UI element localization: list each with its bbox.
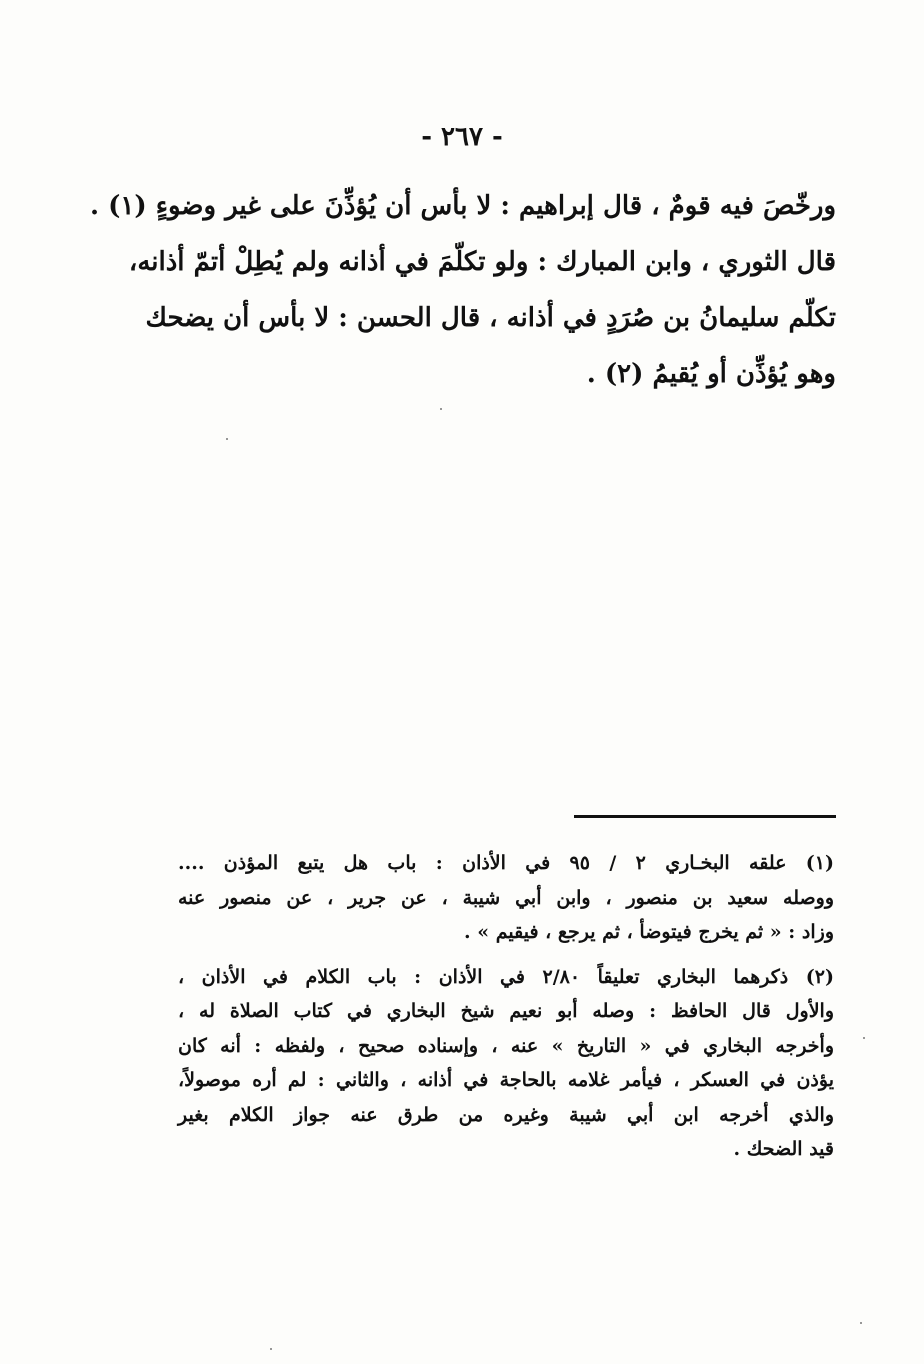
page-number: - ٢٦٧ - bbox=[421, 122, 503, 152]
scan-speck bbox=[226, 438, 228, 440]
footnote-separator bbox=[574, 815, 836, 818]
footnote-line: والذي أخرجه ابن أبي شيبة وغيره من طرق عنه جواز الكلام بغير bbox=[178, 1103, 834, 1126]
footnote-2 bbox=[178, 960, 834, 1167]
footnote-line: وزاد : « ثم يخرج فيتوضأ ، ثم يرجع ، فيقيم » . bbox=[464, 921, 834, 943]
scan-speck bbox=[270, 1348, 272, 1350]
footnote-line: ووصله سعيد بن منصور ، وابن أبي شيبة ، عن جرير ، عن منصور عنه bbox=[178, 886, 834, 909]
footnote-line: (١) علقه البخـاري ٢ / ٩٥ في الأذان : باب هل يتبع المؤذن .... bbox=[178, 852, 835, 874]
footnote-line: قيد الضحك . bbox=[733, 1138, 834, 1160]
scan-speck bbox=[860, 1322, 862, 1324]
main-text-line: قال الثوري ، وابن المبارك : ولو تكلّمَ في أذانه ولم يُطِلْ أتمّ أذانه، bbox=[128, 247, 836, 277]
main-text-line: وهو يُؤذِّن أو يُقيمُ (٢) . bbox=[586, 359, 836, 389]
scan-speck bbox=[440, 408, 442, 410]
main-text bbox=[90, 178, 836, 402]
footnote-line: (٢) ذكرهما البخاري تعليقاً ٢/٨٠ في الأذان : باب الكلام في الأذان ، bbox=[178, 965, 834, 988]
scan-speck bbox=[863, 1037, 865, 1039]
footnote-1 bbox=[178, 846, 834, 950]
footnotes bbox=[178, 846, 834, 1177]
main-text-line: ورخّصَ فيه قومٌ ، قال إبراهيم : لا بأس أن يُؤذِّنَ على غير وضوءٍ (١) . bbox=[90, 191, 836, 221]
footnote-line: والأول قال الحافظ : وصله أبو نعيم شيخ البخاري في كتاب الصلاة له ، bbox=[178, 1000, 834, 1022]
main-text-line: تكلّم سليمانُ بن صُرَدٍ في أذانه ، قال الحسن : لا بأس أن يضحك bbox=[145, 303, 836, 333]
footnote-line: وأخرجه البخاري في « التاريخ » عنه ، وإسناده صحيح ، ولفظه : أنه كان bbox=[178, 1034, 834, 1057]
footnote-line: يؤذن في العسكر ، فيأمر غلامه بالحاجة في أذانه ، والثاني : لم أره موصولاً، bbox=[178, 1069, 834, 1091]
